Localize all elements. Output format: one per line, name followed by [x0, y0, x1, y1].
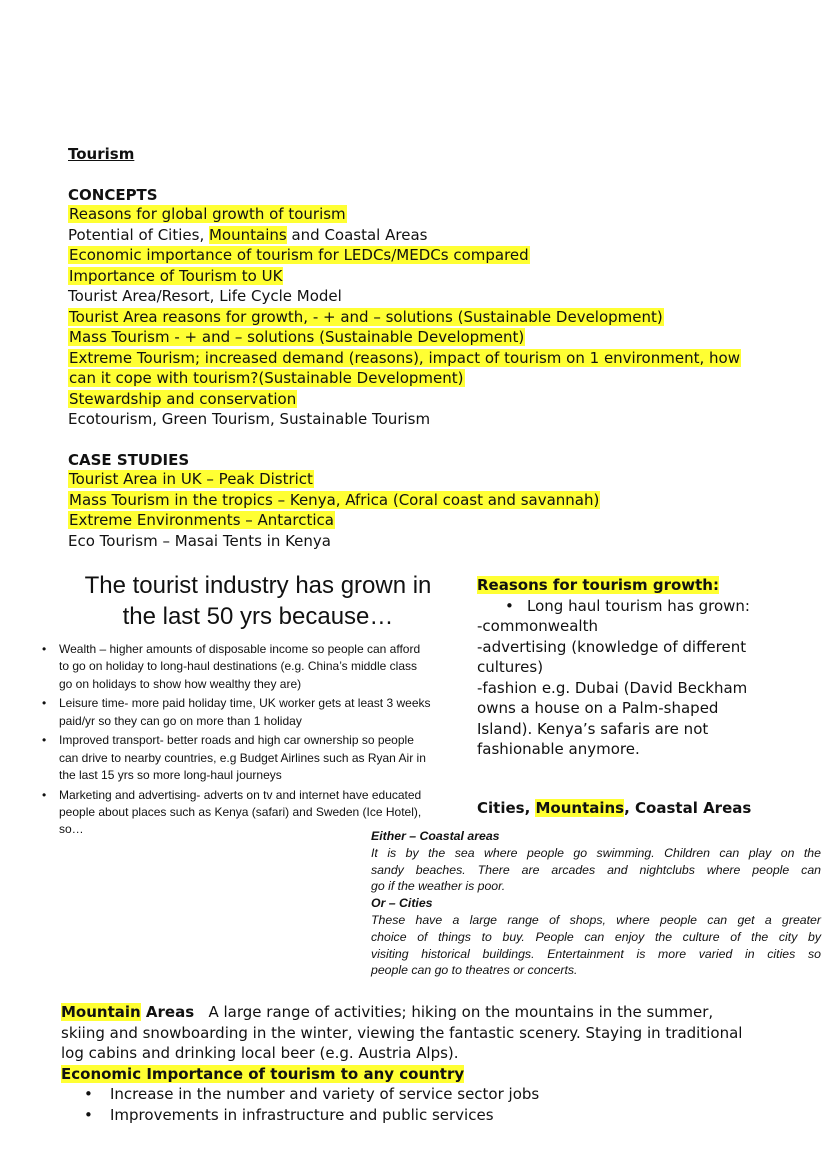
growth-reasons-list	[40, 641, 460, 841]
concept-item: Stewardship and conservation	[69, 389, 297, 408]
reasons-section: Reasons for tourism growth: • Long haul tourism has grown: -commonwealth -advertising (knowledge of different cultures) -fashion e.g. Dubai (David Beckham owns a house on a Palm-shaped Island). Kenya’s safaris are not fashionable anymore.	[477, 575, 817, 760]
coastal-heading: Either – Coastal areas	[371, 829, 500, 843]
case-studies-heading: CASE STUDIES	[68, 451, 190, 469]
concept-item: Importance of Tourism to UK	[69, 266, 283, 285]
case-study-item: Tourist Area in UK – Peak District	[69, 470, 313, 488]
concepts-list	[68, 204, 741, 430]
case-study-item: Extreme Environments – Antarctica	[69, 511, 334, 529]
concept-item: Extreme Tourism; increased demand (reasons), impact of tourism on 1 environment, how	[69, 348, 740, 367]
concept-item: Ecotourism, Green Tourism, Sustainable Tourism	[68, 410, 431, 428]
growth-item-marketing: • Marketing and advertising- adverts on tv and internet have educated people about places such as Kenya (safari) and Sweden (Ice Hotel), so…	[40, 787, 460, 839]
concept-item: Reasons for global growth of tourism	[69, 205, 346, 223]
cities-heading: Or – Cities	[371, 896, 433, 911]
concept-item: Mass Tourism - + and – solutions (Sustainable Development)	[69, 328, 525, 346]
concepts-heading: CONCEPTS	[68, 186, 158, 204]
reasons-bullet: • Long haul tourism has grown:	[505, 596, 750, 615]
growth-item-wealth: • Wealth – higher amounts of disposable income so people can afford to go on holiday to long-haul destinations (e.g. China’s middle class go on holidays to show how wealthy they are)	[40, 641, 460, 693]
case-study-item: Eco Tourism – Masai Tents in Kenya	[68, 531, 331, 550]
economic-bullets	[84, 1084, 539, 1125]
bullet-icon: •	[84, 1105, 93, 1124]
case-studies-list	[68, 469, 600, 551]
mountain-areas-section: Mountain Areas A large range of activities; hiking on the mountains in the summer, skiing and snowboarding in the winter, viewing the fantastic scenery. Staying in traditional log cabins and drinking local beer (e.g. Austria Alps). Economic Importance of tourism to any country	[61, 1002, 821, 1084]
concept-item: can it cope with tourism?(Sustainable Development)	[69, 369, 464, 387]
bullet-icon: •	[84, 1085, 93, 1103]
cities-mountains-coastal-heading: Cities, Mountains, Coastal Areas	[477, 799, 752, 817]
concept-item: Economic importance of tourism for LEDCs/MEDCs compared	[69, 246, 529, 264]
list-item: • Improvements in infrastructure and public services	[84, 1105, 494, 1124]
concept-item: Tourist Area reasons for growth, - + and – solutions (Sustainable Development)	[69, 307, 663, 326]
concept-item: Tourist Area/Resort, Life Cycle Model	[68, 287, 342, 305]
mountain-areas-label: Mountain Areas	[61, 1003, 195, 1021]
growth-item-leisure: • Leisure time- more paid holiday time, UK worker gets at least 3 weeks paid/yr so they can go on more than 1 holiday	[40, 695, 460, 730]
economic-heading: Economic Importance of tourism to any country	[61, 1064, 465, 1083]
page-title: Tourism	[68, 145, 135, 163]
list-item: • Increase in the number and variety of service sector jobs	[84, 1085, 540, 1103]
coastal-cities-comparison: Either – Coastal areas It is by the sea where people go swimming. Children can play on the sandy beaches. There are arcades and nightclubs where people can go if the weather is poor. Or – Cities These have a large range of shops, where people can get a greater choice of things to buy. People can enjoy the culture of the city by visiting historical buildings. Entertainment is more varied in cities so people can go to theatres or concerts.	[371, 829, 821, 978]
concept-item: Potential of Cities, Mountains and Coastal Areas	[68, 225, 428, 244]
case-study-item: Mass Tourism in the tropics – Kenya, Africa (Coral coast and savannah)	[69, 490, 600, 509]
reasons-heading: Reasons for tourism growth:	[477, 576, 719, 594]
case-studies-section	[68, 451, 600, 551]
growth-item-transport: • Improved transport- better roads and high car ownership so people can drive to nearby countries, e.g Budget Airlines such as Ryan Air in the last 15 yrs so more long-haul journeys	[40, 732, 460, 784]
growth-heading: The tourist industry has grown in the last 50 yrs because…	[84, 572, 432, 630]
concepts-section	[68, 186, 741, 430]
bullet-icon: •	[505, 596, 514, 615]
